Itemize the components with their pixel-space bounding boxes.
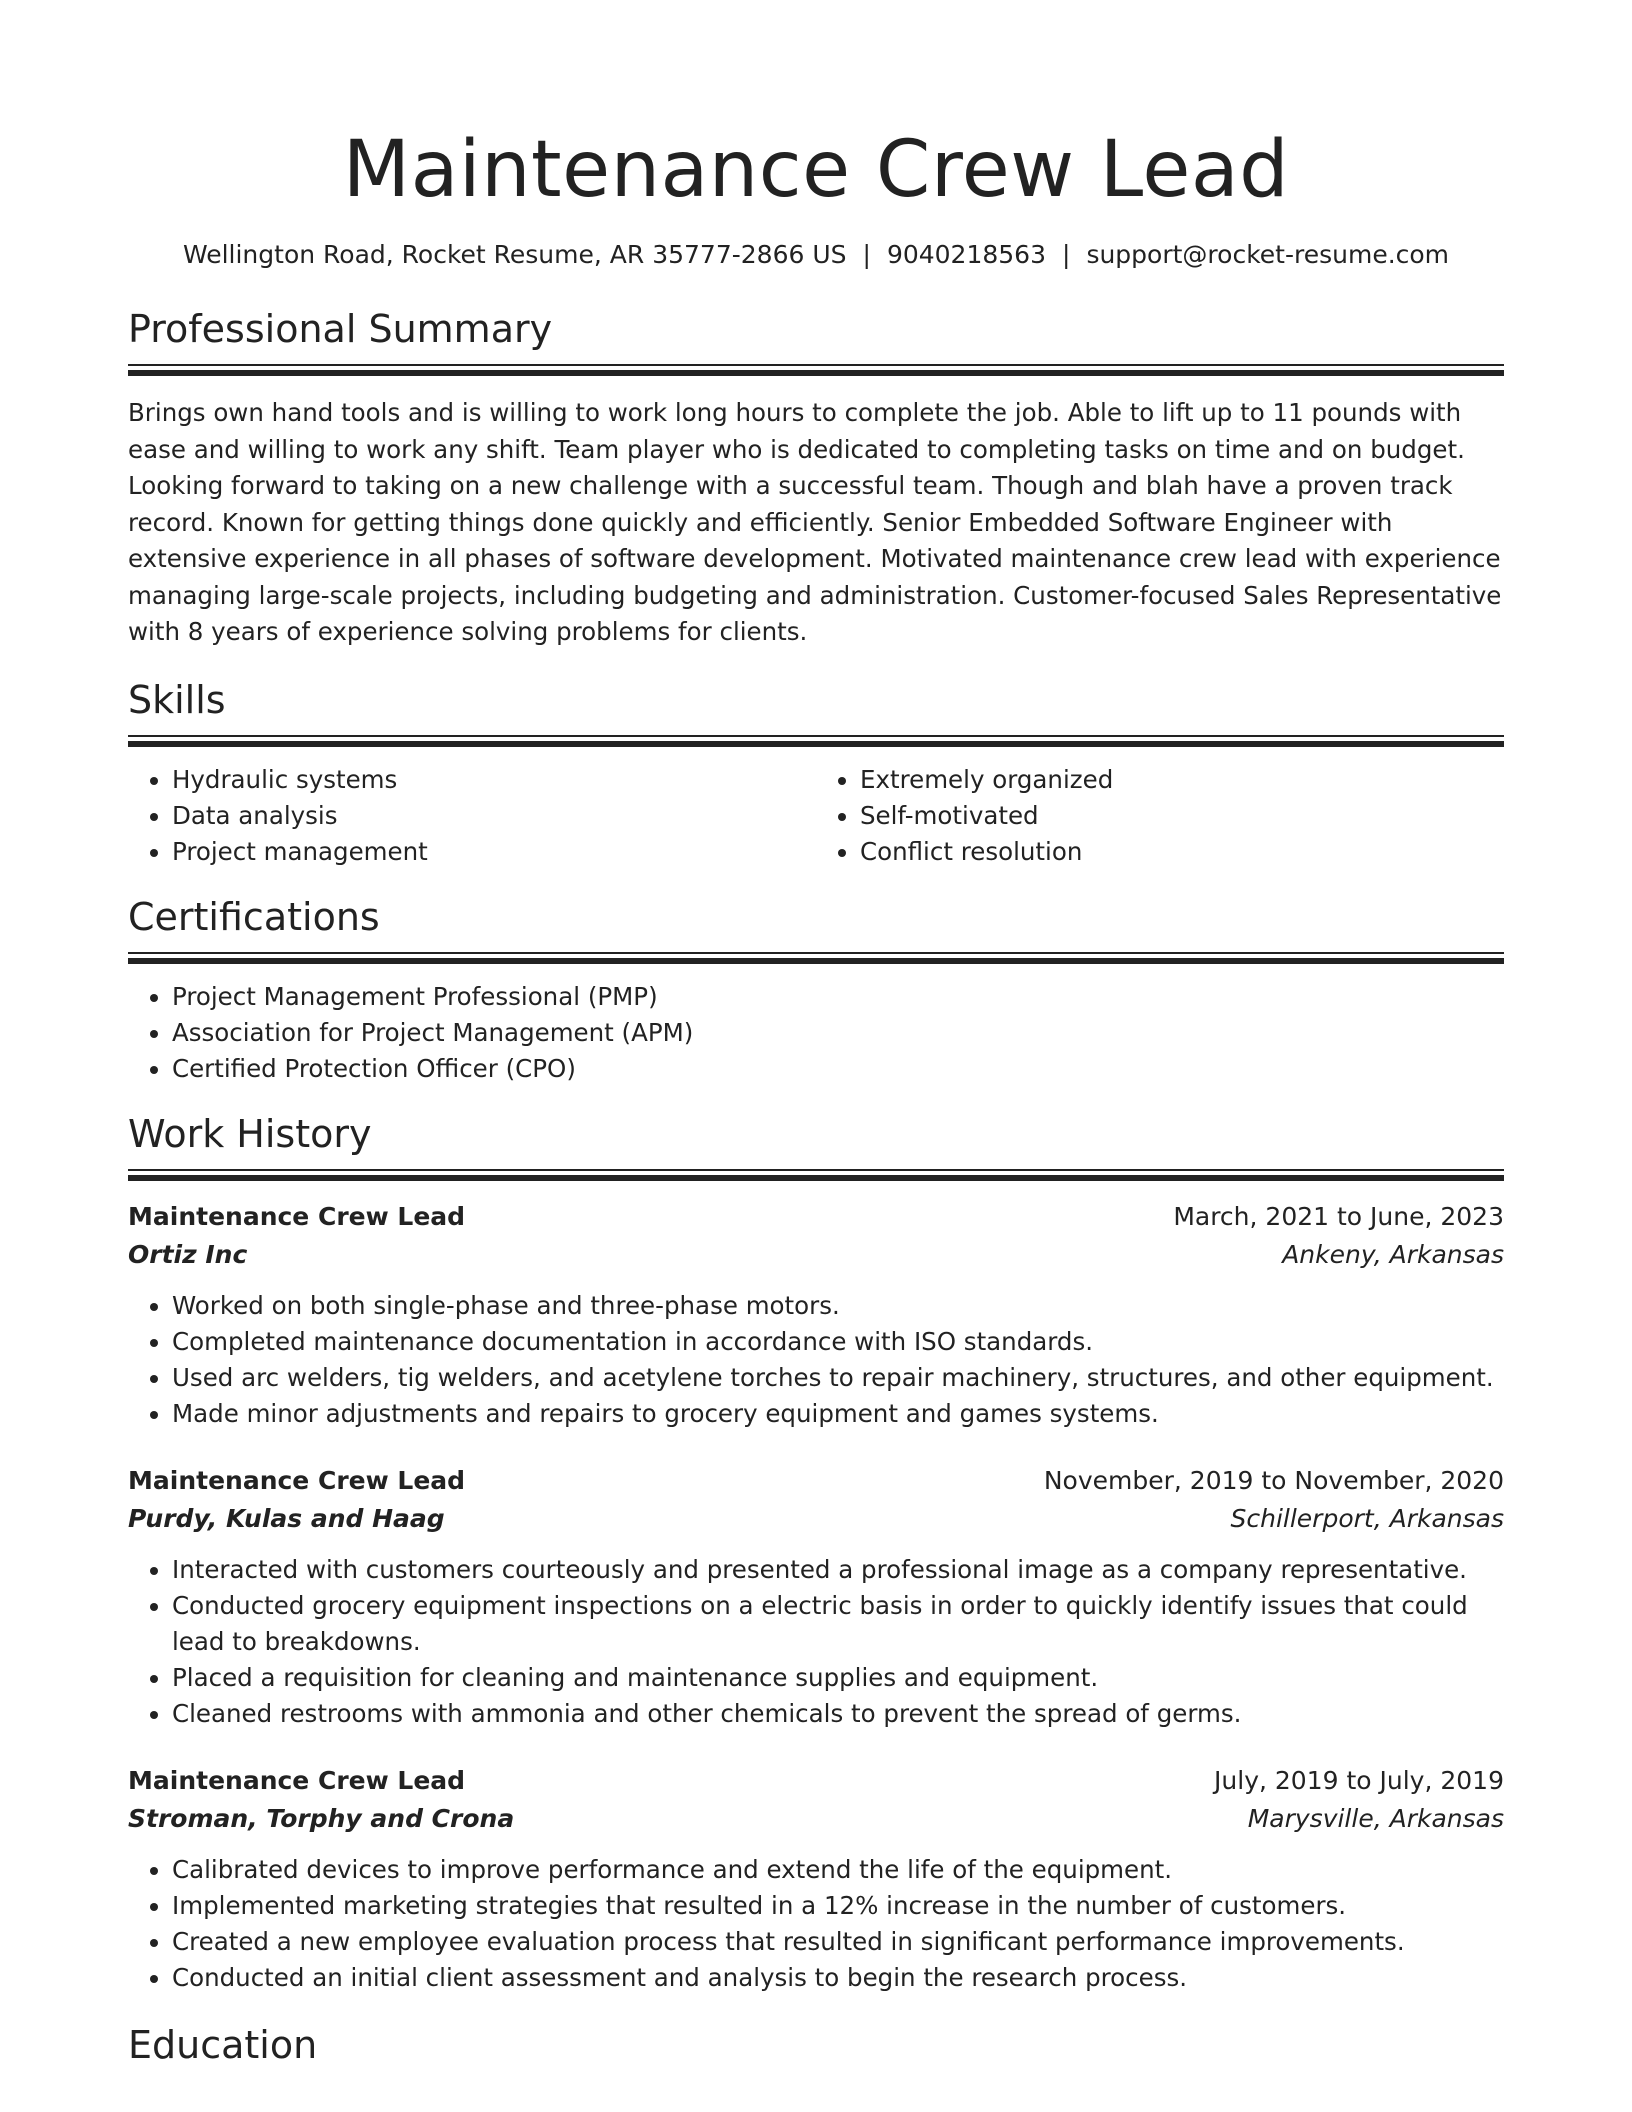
certifications-list [128,979,1504,1087]
summary-section [128,304,1504,651]
job-bullet: • Placed a requisition for cleaning and maintenance supplies and equipment. [172,1660,1504,1696]
job-header [128,1462,1504,1500]
job-entry [128,1198,1504,1432]
job-entry [128,1462,1504,1732]
skill-item: • Hydraulic systems [172,762,816,798]
job-bullet: • Cleaned restrooms with ammonia and other chemicals to prevent the spread of germs. [172,1696,1504,1732]
skill-item: • Self-motivated [860,798,1504,834]
contact-address: Wellington Road, Rocket Resume, AR 35777-2866 US [182,240,847,269]
job-bullet: • Completed maintenance documentation in accordance with ISO standards. [172,1324,1504,1360]
job-bullet: • Calibrated devices to improve performance and extend the life of the equipment. [172,1852,1504,1888]
job-bullet: • Implemented marketing strategies that resulted in a 12% increase in the number of customers. [172,1888,1504,1924]
skill-item: • Data analysis [172,798,816,834]
candidate-name: Maintenance Crew Lead [342,125,1290,215]
resume-page [128,118,1504,2070]
education-heading: Education [128,2022,318,2067]
skills-list-right [816,762,1504,870]
work-history-heading: Work History [128,1111,372,1156]
job-bullet: • Created a new employee evaluation process that resulted in significant performance improvements. [172,1924,1504,1960]
job-location: Ankeny, Arkansas [1282,1239,1504,1269]
job-dates: November, 2019 to November, 2020 [1043,1465,1504,1495]
job-company: Ortiz Inc [128,1239,248,1269]
section-divider [128,735,1504,748]
contact-line [128,238,1504,272]
job-bullet: • Used arc welders, tig welders, and acetylene torches to repair machinery, structures, and other equipment. [172,1360,1504,1396]
job-bullet: • Conducted an initial client assessment and analysis to begin the research process. [172,1960,1504,1996]
job-title: Maintenance Crew Lead [128,1465,466,1495]
section-divider [128,952,1504,965]
certifications-section [128,892,1504,1087]
work-history-section [128,1109,1504,1996]
skills-heading: Skills [128,677,226,722]
job-bullets [128,1852,1504,1996]
summary-heading: Professional Summary [128,307,553,351]
job-header [128,1198,1504,1236]
job-subheader [128,1800,1504,1838]
skills-section [128,675,1504,870]
job-bullet: • Made minor adjustments and repairs to grocery equipment and games systems. [172,1396,1504,1432]
contact-separator: | [1062,240,1071,269]
job-location: Schillerport, Arkansas [1230,1503,1504,1533]
certification-item: • Association for Project Management (APM) [172,1015,1504,1051]
job-location: Marysville, Arkansas [1247,1803,1504,1833]
contact-separator: | [862,240,871,269]
skill-item: • Project management [172,834,816,870]
skills-columns [128,762,1504,870]
job-title: Maintenance Crew Lead [128,1201,466,1231]
job-bullets [128,1288,1504,1432]
certification-item: • Project Management Professional (PMP) [172,979,1504,1015]
job-dates: March, 2021 to June, 2023 [1173,1201,1504,1231]
section-divider [128,364,1504,377]
job-bullet: • Worked on both single-phase and three-phase motors. [172,1288,1504,1324]
job-title: Maintenance Crew Lead [128,1765,466,1795]
section-divider [128,1169,1504,1182]
job-bullet: • Interacted with customers courteously and presented a professional image as a company representative. [172,1552,1504,1588]
job-company: Purdy, Kulas and Haag [128,1503,445,1533]
job-subheader [128,1500,1504,1538]
certifications-heading: Certifications [128,894,380,939]
skills-list-left [128,762,816,870]
job-dates: July, 2019 to July, 2019 [1214,1765,1504,1795]
job-entry [128,1762,1504,1996]
contact-email[interactable]: support@rocket-resume.com [1086,240,1450,269]
job-bullet: • Conducted grocery equipment inspections on a electric basis in order to quickly identify issues that could lead to breakdowns. [172,1588,1504,1660]
job-header [128,1762,1504,1800]
skill-item: • Conflict resolution [860,834,1504,870]
skill-item: • Extremely organized [860,762,1504,798]
certification-item: • Certified Protection Officer (CPO) [172,1051,1504,1087]
education-section [128,2020,1504,2070]
job-bullets [128,1552,1504,1732]
contact-phone: 9040218563 [886,240,1046,269]
job-company: Stroman, Torphy and Crona [128,1803,515,1833]
summary-text: Brings own hand tools and is willing to work long hours to complete the job. Able to lift up to 11 pounds with ease and willing to work any shift. Team player who is dedicated to completing tasks on time and on budget. Looking forward to taking on a new challenge with a successful team. Though and blah have a proven track record. Known for getting things done quickly and efficiently. Senior Embedded Software Engineer with extensive experience in all phases of software development. Motivated maintenance crew lead with experience managing large-scale projects, including budgeting and administration. Customer-focused Sales Representative with 8 years of experience solving problems for clients. [128,398,1502,646]
job-subheader [128,1236,1504,1274]
